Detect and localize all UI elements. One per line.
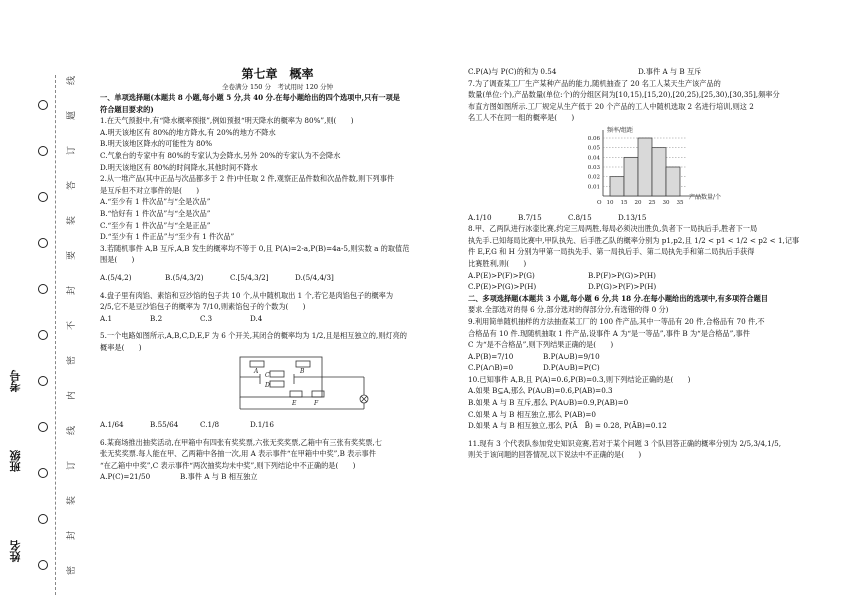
margin-char: 密 (67, 355, 78, 366)
margin-char: 题 (67, 110, 78, 121)
binding-margin (0, 0, 90, 608)
label-a: A (254, 368, 259, 376)
margin-char: 订 (67, 145, 78, 156)
q1-option-b: B.明天该地区降水的可能性为 80% (100, 139, 213, 149)
q3-option-c: C.[5/4,3/2] (230, 272, 269, 282)
question-6: 6.某商场推出抽奖活动,在甲箱中有四张有奖奖票,六张无奖奖票,乙箱中有三张有奖奖票,七 (100, 437, 382, 447)
margin-char: 封 (67, 530, 78, 541)
q2-option-b: B.“恰好有 1 件次品”与“全是次品” (100, 208, 211, 218)
margin-char: 密 (67, 565, 78, 576)
q7-options (468, 212, 838, 224)
switch-b (296, 361, 310, 367)
histogram-bar (666, 167, 680, 196)
binding-hole-icon (38, 100, 48, 110)
q4-option-a: A.1 (100, 313, 113, 323)
q5-option-b: B.55/64 (150, 420, 179, 430)
histogram-bar (652, 148, 666, 196)
q1-option-c: C.气象台的专家中有 80%的专家认为会降水,另外 20%的专家认为不会降水 (100, 150, 341, 160)
q3-options (100, 272, 455, 284)
q2-option-d: D.“至少有 1 件正品”与“至少有 1 件次品” (100, 232, 235, 242)
binding-hole-icon (38, 376, 48, 386)
question-4-cont: 2/5,它不是豆沙馅包子的概率为 7/10,则素馅包子的个数为( ) (100, 302, 306, 312)
label-f: F (314, 400, 319, 408)
margin-char: 答 (67, 180, 78, 191)
binding-hole-icon (38, 514, 48, 524)
q1-option-d: D.明天该地区有 80%的时间降水,其他时间不降水 (100, 162, 258, 172)
q4-option-c: C.3 (200, 313, 213, 323)
q7-option-c: C.8/15 (568, 212, 592, 222)
q9-options-ab (468, 351, 838, 363)
question-5: 5.一个电路如图所示,A,B,C,D,E,F 为 6 个开关,其闭合的概率均为 1/2,且是相互独立的,则灯亮的 (100, 331, 407, 341)
q6-options-cd (468, 66, 838, 78)
question-7-cont-2: 布直方图如图所示.工厂规定从生产低于 20 个产品的工人中随机选取 2 名进行培训,则这 2 (468, 101, 754, 111)
section-1-heading-cont: 符合题目要求的) (100, 104, 154, 114)
q10-option-d: D.如果 A 与 B 相互独立,那么 P(Ā B̄) = 0.28, P(ĀB)=0.12 (468, 421, 667, 431)
q3-option-a: A.(5/4,2) (100, 272, 132, 282)
q9-option-d: D.P(A∪B)=P(C) (543, 363, 600, 373)
question-5-cont: 概率是( ) (100, 342, 142, 352)
question-2-cont: 是互斥但不对立事件的是( ) (100, 185, 200, 195)
margin-char: 装 (67, 215, 78, 226)
margin-char: 要 (67, 250, 78, 261)
x-axis-title: 产品数量/个 (689, 193, 722, 201)
left-column (100, 66, 455, 483)
y-axis-title: 频率/组距 (607, 126, 634, 134)
question-6-cont-2: “在乙箱中中奖”,C 表示事件“两次抽奖均未中奖”,则下列结论中不正确的是( ) (100, 460, 356, 470)
q7-option-b: B.7/15 (518, 212, 542, 222)
binding-hole-icon (38, 560, 48, 570)
q7-option-a: A.1/10 (468, 212, 492, 222)
y-tick-label: 0.02 (587, 174, 600, 181)
binding-hole-icon (38, 284, 48, 294)
q10-option-c: C.如果 A 与 B 相互独立,那么 P(AB)=0 (468, 409, 596, 419)
question-8-cont: 执先手.已知每局比赛中,甲队执先、后手胜乙队的概率分别为 p1,p2,且 1/2 < p1 < 1/2 < p2 < 1,记事 (468, 235, 800, 245)
name-label: 姓名 (9, 540, 22, 562)
q2-option-a: A.“至少有 1 件次品”与“全是次品” (100, 197, 211, 207)
q5-option-c: C.1/8 (200, 420, 220, 430)
question-8: 8.甲、乙两队进行冰壶比赛,约定三局两胜,每局必须决出胜负,负者下一局执后手,胜者下一局 (468, 224, 758, 234)
label-e: E (292, 400, 297, 408)
histogram-bar (610, 177, 624, 196)
class-label: 班级 (9, 450, 22, 472)
q8-option-d: D.P(G)>P(F)>P(H) (588, 282, 657, 292)
x-tick-label: 10 (606, 199, 614, 206)
q8-options-ab (468, 270, 838, 282)
label-c: C (265, 372, 270, 380)
x-tick-label: 15 (620, 199, 628, 206)
q5-option-a: A.1/64 (100, 420, 124, 430)
y-tick-label: 0.06 (587, 135, 600, 142)
switch-c (270, 371, 284, 377)
margin-char: 线 (67, 75, 78, 86)
x-tick-label: 20 (634, 199, 642, 206)
margin-char: 内 (67, 390, 78, 401)
binding-line (55, 75, 56, 595)
q8-option-a: A.P(E)>P(F)>P(G) (468, 270, 535, 280)
page-title: 第七章 概率 (241, 67, 314, 81)
margin-char: 不 (67, 320, 78, 331)
histogram-bar (638, 138, 652, 196)
q8-option-b: B.P(F)>P(G)>P(H) (588, 270, 656, 280)
question-11-cont: 则关于该问题的回答情况,以下说法中不正确的是( ) (468, 450, 642, 460)
right-column (468, 66, 838, 461)
question-4: 4.盘子里有肉馅、素馅和豆沙馅的包子共 10 个,从中随机取出 1 个,若它是肉馅包子的概率为 (100, 290, 394, 300)
q5-option-d: D.1/16 (250, 420, 274, 430)
section-2-heading-cont: 要求.全部选对的得 6 分,部分选对的得部分分,有选错的得 0 分) (468, 305, 669, 315)
question-9: 9.利用简单随机抽样的方法抽查某工厂的 100 件产品,其中一等品有 20 件,合格品有 70 件,不 (468, 316, 765, 326)
question-11: 11.现有 3 个代表队参加党史知识竞赛,若对于某个问题 3 个队回答正确的概率分别为 2/5,3/4,1/5, (468, 438, 782, 448)
y-tick-label: 0.01 (587, 184, 600, 191)
origin-label: O (597, 199, 602, 206)
q7-option-d: D.13/15 (618, 212, 647, 222)
q8-option-c: C.P(E)>P(G)>P(H) (468, 282, 537, 292)
switch-a (250, 361, 264, 367)
question-9-cont-2: C 为“是不合格品”,则下列结果正确的是( ) (468, 340, 614, 350)
circuit-diagram (100, 353, 455, 415)
q6-option-c: C.P(A)与 P(C)的和为 0.54 (468, 67, 557, 76)
label-b: B (300, 368, 305, 376)
exam-number-label: 考号 (9, 370, 22, 392)
question-2: 2.从一堆产品(其中正品与次品都多于 2 件)中任取 2 件,观察正品件数和次品件数,则下列事件 (100, 174, 395, 184)
question-6-cont: 张无奖奖票.每人能在甲、乙两箱中各抽一次,用 A 表示事件“在甲箱中中奖”,B 表示事件 (100, 449, 376, 459)
binding-hole-icon (38, 330, 48, 340)
x-tick-label: 25 (648, 199, 656, 206)
q2-option-c: C.“至少有 1 件次品”与“全是正品” (100, 220, 211, 230)
label-d: D (265, 382, 270, 390)
binding-hole-icon (38, 192, 48, 202)
q9-option-c: C.P(A∩B)=0 (468, 363, 514, 373)
q6-option-d: D.事件 A 与 B 互斥 (638, 67, 702, 76)
question-3: 3.若随机事件 A,B 互斥,A,B 发生的概率均不等于 0,且 P(A)=2-a,P(B)=4a-5,则实数 a 的取值范 (100, 243, 410, 253)
question-9-cont: 合格品有 10 件.现随机抽取 1 件产品,设事件 A 为“是一等品”,事件 B 为“是合格品”,事件 (468, 328, 750, 338)
question-10: 10.已知事件 A,B,且 P(A)=0.6,P(B)=0.3,则下列结论正确的是( ) (468, 374, 691, 384)
margin-char: 装 (67, 495, 78, 506)
question-3-cont: 围是( ) (100, 255, 135, 265)
binding-hole-icon (38, 146, 48, 156)
question-8-cont-3: 比赛胜利,则( ) (468, 258, 527, 268)
q9-options-cd (468, 362, 838, 374)
q6-option-a: A.P(C)=21/50 (100, 472, 151, 482)
frequency-histogram (468, 124, 838, 208)
q10-option-b: B.如果 A 与 B 互斥,那么 P(A∪B)=0.9,P(AB)=0 (468, 398, 629, 408)
section-1-heading: 一、单项选择题(本题共 8 小题,每小题 5 分,共 40 分.在每小题给出的四个选项中,只有一项是 (100, 93, 400, 102)
binding-hole-icon (38, 422, 48, 432)
q4-option-d: D.4 (250, 313, 263, 323)
q3-option-d: D.(5/4,4/3] (295, 272, 334, 282)
q9-option-b: B.P(A∪B)=9/10 (543, 351, 600, 361)
question-7-cont: 数量(单位:个),产品数量(单位:个)的分组区间为[10,15),[15,20),[20,25),[25,30),[30,35],频率分 (468, 90, 780, 100)
question-7-cont-3: 名工人不在同一组的概率是( ) (468, 113, 575, 123)
margin-char: 封 (67, 285, 78, 296)
q3-option-b: B.(5/4,3/2) (165, 272, 204, 282)
q4-options (100, 313, 455, 325)
y-tick-label: 0.05 (587, 145, 600, 152)
question-8-cont-2: 件 E,F,G 和 H 分别为甲第一局执先手、第一局执后手、第二局执先手和第二局执后手获得 (468, 247, 755, 257)
q8-options-cd (468, 281, 838, 293)
q6-option-b: B.事件 A 与 B 相互独立 (180, 472, 258, 482)
binding-hole-icon (38, 468, 48, 478)
question-1: 1.在天气预报中,有“降水概率预报”,例如预报“明天降水的概率为 80%”,则( ) (100, 116, 354, 126)
binding-hole-icon (38, 238, 48, 248)
switch-e (290, 391, 302, 397)
q5-options (100, 419, 455, 431)
switch-d (270, 381, 284, 387)
x-tick-label: 30 (662, 199, 670, 206)
q6-options-ab (100, 471, 455, 483)
section-2-heading: 二、多项选择题(本题共 3 小题,每小题 6 分,共 18 分.在每小题给出的选项中,有多项符合题目 (468, 293, 768, 303)
q1-option-a: A.明天该地区有 80%的地方降水,有 20%的地方不降水 (100, 127, 276, 137)
question-7: 7.为了调查某工厂生产某种产品的能力,随机抽查了 20 名工人某天生产该产品的 (468, 78, 721, 88)
margin-char: 线 (67, 425, 78, 436)
margin-char: 订 (67, 460, 78, 471)
q4-option-b: B.2 (150, 313, 163, 323)
y-tick-label: 0.03 (587, 164, 600, 171)
page-subtitle: 全卷满分 150 分 考试用时 120 分钟 (221, 83, 334, 91)
q9-option-a: A.P(B)=7/10 (468, 351, 514, 361)
q10-option-a: A.如果 B⊆A,那么 P(A∪B)=0.6,P(AB)=0.3 (468, 386, 613, 396)
y-tick-label: 0.04 (587, 155, 600, 162)
histogram-bar (624, 157, 638, 196)
x-tick-label: 35 (676, 199, 684, 206)
